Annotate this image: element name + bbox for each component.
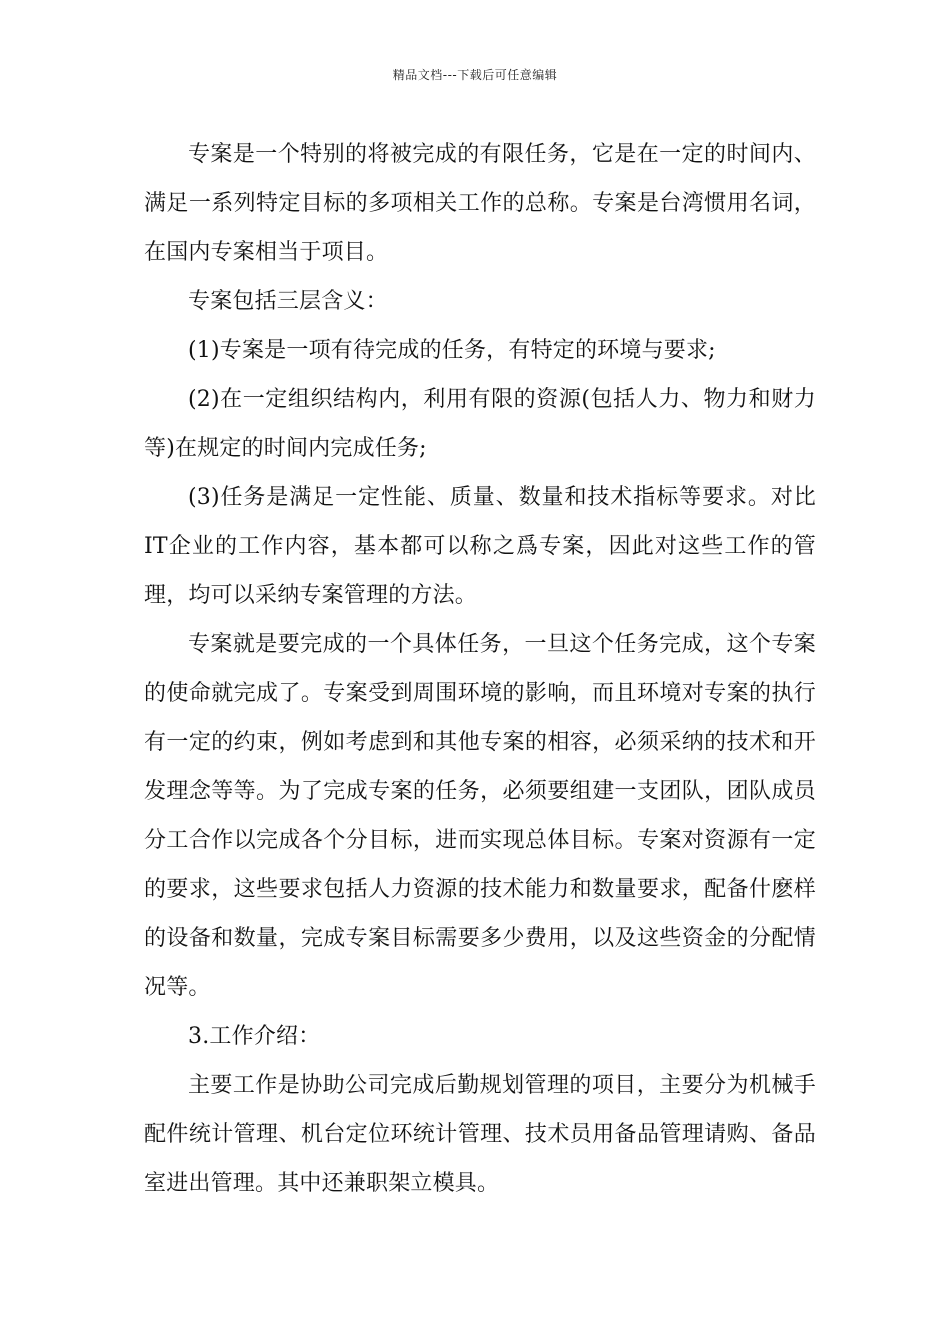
paragraph-meaning-1: (1)专案是一项有待完成的任务，有特定的环境与要求; <box>188 338 716 363</box>
paragraph-three-meanings-heading: 专案包括三层含义： <box>188 289 388 314</box>
paragraph-work-intro: 主要工作是协助公司完成后勤规划管理的项目，主要分为机械手配件统计管理、机台定位环统计管理、技术员用备品管理请购、备品室进出管理。其中还兼职架立模具。 <box>144 1073 816 1196</box>
document-body <box>144 130 816 1208</box>
section-heading-work-intro: 3.工作介绍： <box>188 1024 321 1049</box>
paragraph-definition: 专案是一个特别的将被完成的有限任务，它是在一定的时间内、满足一系列特定目标的多项相关工作的总称。专案是台湾惯用名词，在国内专案相当于项目。 <box>144 142 816 265</box>
page-header: 精品文档---下载后可任意编辑 <box>392 68 558 82</box>
paragraph-project-task: 专案就是要完成的一个具体任务，一旦这个任务完成，这个专案的使命就完成了。专案受到周围环境的影响，而且环境对专案的执行有一定的约束，例如考虑到和其他专案的相容，必须采纳的技术和开发理念等等。为了完成专案的任务，必须要组建一支团队，团队成员分工合作以完成各个分目标，进而实现总体目标。专案对资源有一定的要求，这些要求包括人力资源的技术能力和数量要求，配备什麽样的设备和数量，完成专案目标需要多少费用，以及这些资金的分配情况等。 <box>144 632 816 1000</box>
paragraph-meaning-3: (3)任务是满足一定性能、质量、数量和技术指标等要求。对比IT企业的工作内容，基本都可以称之爲专案，因此对这些工作的管理，均可以采纳专案管理的方法。 <box>144 485 816 608</box>
paragraph-meaning-2: (2)在一定组织结构内，利用有限的资源(包括人力、物力和财力等)在规定的时间内完成任务; <box>144 387 816 461</box>
